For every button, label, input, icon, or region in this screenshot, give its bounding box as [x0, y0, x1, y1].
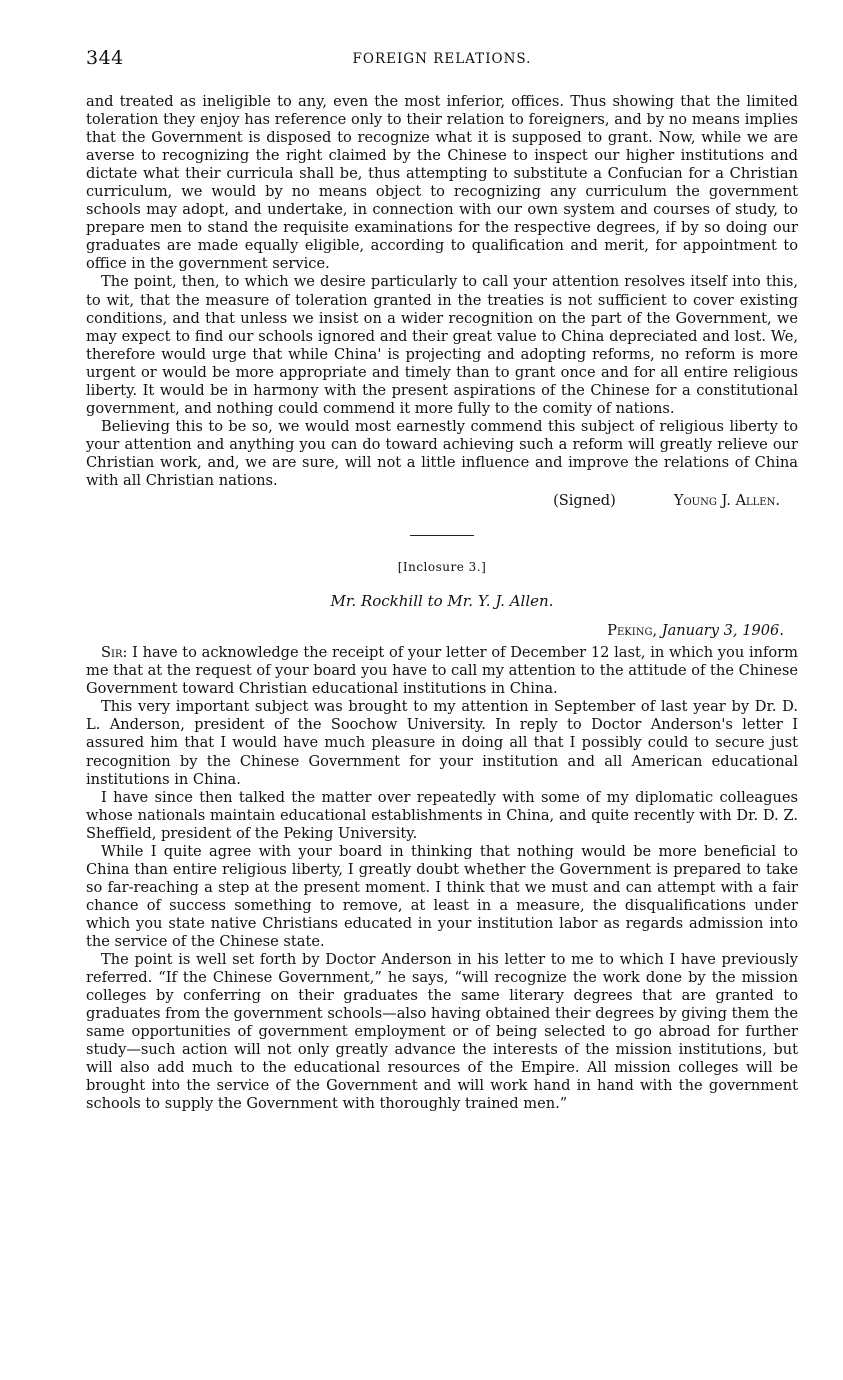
page-header — [86, 47, 798, 71]
signer-name: Young J. Allen. — [673, 492, 780, 510]
page-body — [86, 93, 798, 1113]
paragraph-text: I have to acknowledge the receipt of your letter of December 12 last, in which you inform me that at the request of your board you have to call my attention to the attitude of the Chinese Government toward Christian educational institutions in China. — [86, 644, 799, 698]
running-title: FOREIGN RELATIONS. — [352, 51, 532, 67]
inclosure-paragraph: While I quite agree with your board in thinking that nothing would be more beneficial to China than entire religious liberty, I greatly doubt whether the Government is prepared to take so far-reaching a step at the present moment. I think that we must and can attempt with a fair chance of success something to remove, at least in a measure, the disqualifications under which you state native Christians educated in your institution labor as regards admission into the service of the Chinese state. — [86, 842, 798, 950]
signed-label: (Signed) — [553, 492, 616, 510]
inclosure-paragraph — [86, 644, 798, 698]
inclosure-paragraph: The point is well set forth by Doctor Anderson in his letter to me to which I have previously referred. “If the Chinese Government,” he says, “will recognize the work done by the mission colleges by conferring on their graduates the same literary degrees that are granted to graduates from the government schools—also having obtained their degrees by giving them the same opportunities of government employment or of being selected to go abroad for further study—such action will not only greatly advance the interests of the mission institutions, but will also add much to the educational resources of the Empire. All mission colleges will be brought into the service of the Government and will work hand in hand with the government schools to supply the Government with thoroughly trained men.” — [86, 951, 798, 1113]
inclosure-paragraph: I have since then talked the matter over repeatedly with some of my diplomatic colleagues whose nationals maintain educational establishments in China, and quite recently with Dr. D. Z. Sheffield, president of the Peking University. — [86, 788, 798, 842]
signature-line — [86, 492, 798, 510]
inclosure-letter — [86, 644, 798, 1113]
dateline — [86, 622, 784, 640]
letter-title: Mr. Rockhill to Mr. Y. J. Allen. — [330, 592, 554, 611]
page-number: 344 — [86, 47, 124, 69]
letter1-paragraph: and treated as ineligible to any, even the most inferior, offices. Thus showing that the limited toleration they enjoy has reference only to their relation to foreigners, and by no means implies that the Government is disposed to recognize what it is supposed to grant. Now, while we are averse to recognizing the right claimed by the Chinese to inspect our higher institutions and dictate what their curricula shall be, thus attempting to substitute a Confucian for a Christian curriculum, we would by no means object to recognizing any curriculum the government schools may adopt, and undertake, in connection with our own system and courses of study, to prepare men to stand the requisite examinations for the respective degrees, if by so doing our graduates are made equally eligible, according to qualification and merit, for appointment to office in the government service. — [86, 93, 798, 273]
inclosure-label: [Inclosure 3.] — [397, 560, 487, 575]
inclosure-paragraph: This very important subject was brought to my attention in September of last year by Dr. D. L. Anderson, president of the Soochow University. In reply to Doctor Anderson's letter I assured him that I would have much pleasure in doing all that I possibly could to secure just recognition by the Chinese Government for your institution and all American educational institutions in China. — [86, 698, 798, 788]
dateline-place: Peking, — [607, 622, 658, 640]
section-divider — [410, 535, 474, 536]
letter1-paragraph: The point, then, to which we desire particularly to call your attention resolves itself into this, to wit, that the measure of toleration granted in the treaties is not sufficient to cover existing conditions, and that unless we insist on a wider recognition on the part of the Government, we may expect to find our schools ignored and their great value to China depreciated and lost. We, therefore would urge that while China' is projecting and adopting reforms, no reform is more urgent or would be more appropriate and timely than to grant once and for all entire religious liberty. It would be in harmony with the present aspirations of the Chinese for a constitutional government, and nothing could commend it more fully to the comity of nations. — [86, 273, 798, 417]
salutation: Sir: — [101, 644, 128, 662]
dateline-date: January 3, 1906. — [661, 622, 784, 640]
letter1-paragraph: Believing this to be so, we would most earnestly commend this subject of religious liberty to your attention and anything you can do toward achieving such a reform will greatly relieve our Christian work, and, we are sure, will not a little influence and improve the relations of China with all Christian nations. — [86, 417, 798, 489]
